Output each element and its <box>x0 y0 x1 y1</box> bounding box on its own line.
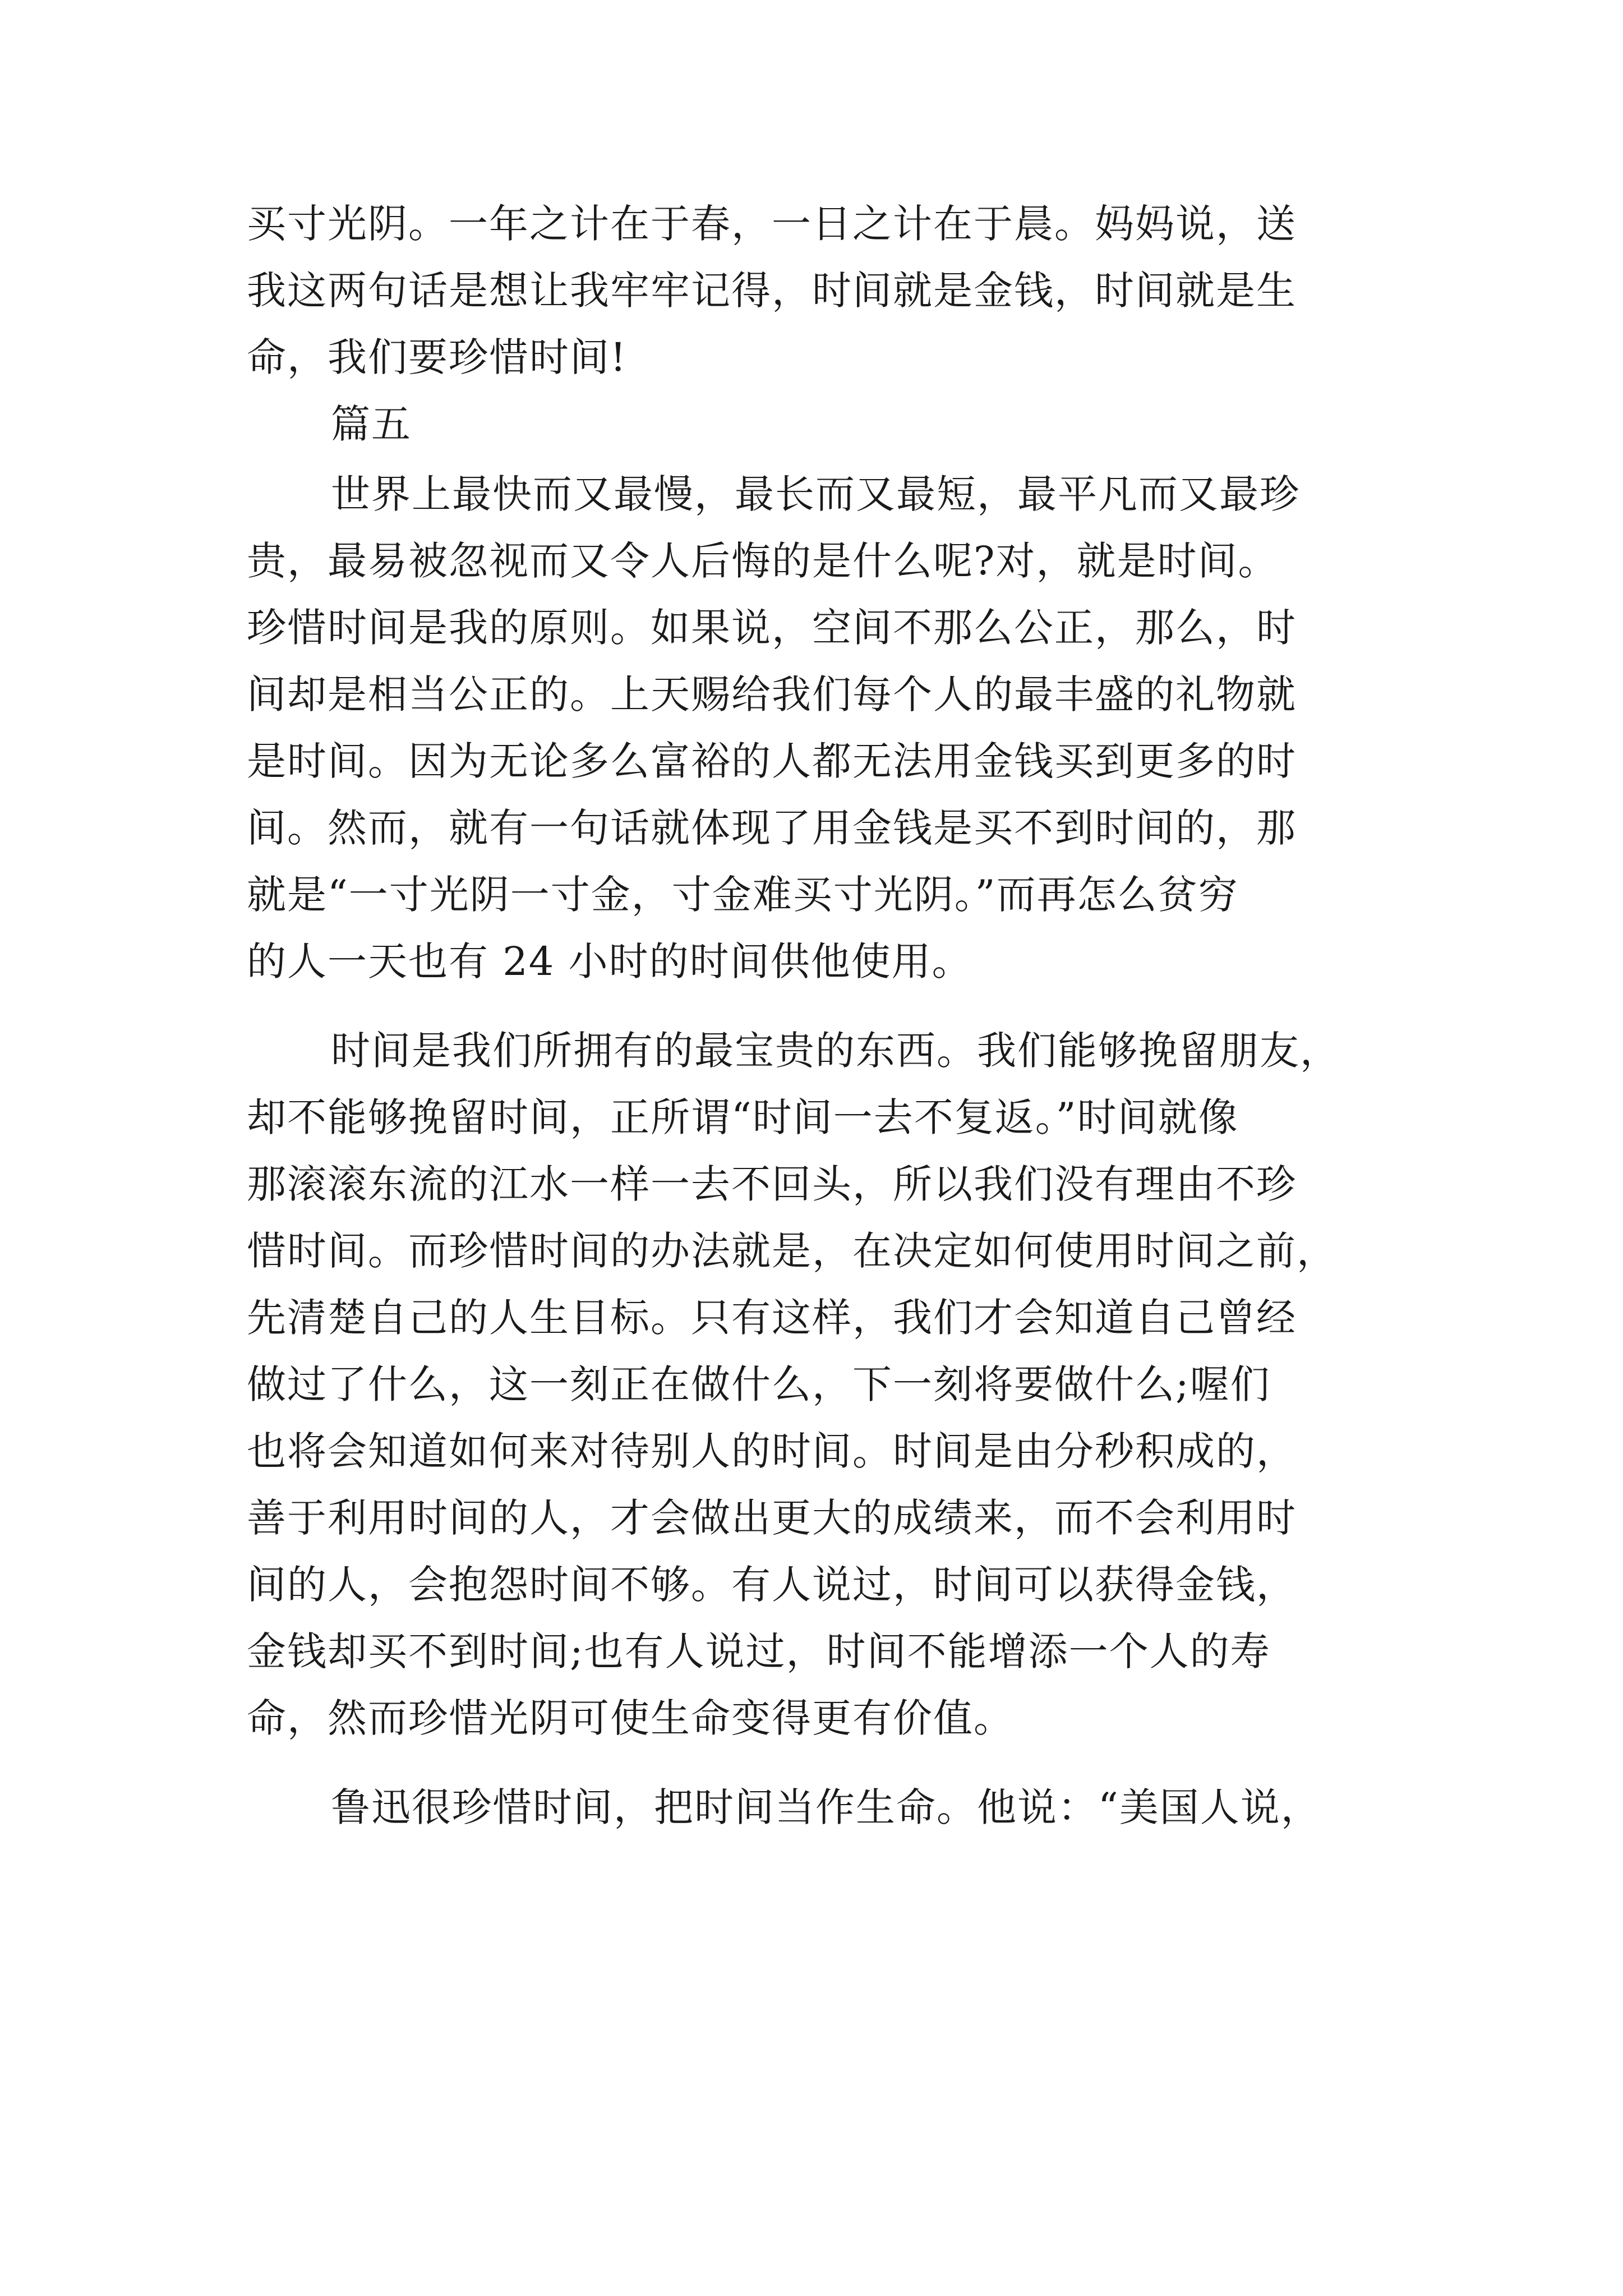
text-line: 却不能够挽留时间，正所谓“时间一去不复返。”时间就像 <box>247 1094 1239 1140</box>
paragraph-first-line: 时间是我们所拥有的最宝贵的东西。我们能够挽留朋友， <box>331 1028 1340 1074</box>
text-line: 间的人，会抱怨时间不够。有人说过，时间可以获得金钱， <box>247 1562 1297 1608</box>
text-line: 的人一天也有 24 小时的时间供他使用。 <box>247 938 972 984</box>
text-line: 善于利用时间的人，才会做出更大的成绩来，而不会利用时 <box>247 1495 1297 1541</box>
text-line: 买寸光阴。一年之计在于春，一日之计在于晨。妈妈说，送 <box>247 201 1297 247</box>
text-line: 先清楚自己的人生目标。只有这样，我们才会知道自己曾经 <box>247 1295 1297 1341</box>
text-line: 命，然而珍惜光阴可使生命变得更有价值。 <box>247 1695 1014 1741</box>
text-line: 命，我们要珍惜时间! <box>247 334 628 380</box>
text-line: 那滚滚东流的江水一样一去不回头，所以我们没有理由不珍 <box>247 1161 1297 1207</box>
text-line: 我这两句话是想让我牢牢记得，时间就是金钱，时间就是生 <box>247 268 1297 314</box>
paragraph-first-line: 世界上最快而又最慢，最长而又最短，最平凡而又最珍 <box>331 471 1300 517</box>
text-line: 间却是相当公正的。上天赐给我们每个人的最丰盛的礼物就 <box>247 671 1297 717</box>
text-line: 是时间。因为无论多么富裕的人都无法用金钱买到更多的时 <box>247 738 1297 784</box>
text-line: 就是“一寸光阴一寸金，寸金难买寸光阴。”而再怎么贫穷 <box>247 872 1239 918</box>
text-line: 惜时间。而珍惜时间的办法就是，在决定如何使用时间之前， <box>247 1228 1337 1274</box>
text-line: 也将会知道如何来对待别人的时间。时间是由分秒积成的， <box>247 1428 1297 1474</box>
text-line: 做过了什么，这一刻正在做什么，下一刻将要做什么;喔们 <box>247 1361 1271 1407</box>
document-body <box>247 191 1436 1841</box>
text-line: 间。然而，就有一句话就体现了用金钱是买不到时间的，那 <box>247 805 1297 851</box>
text-line: 金钱却买不到时间;也有人说过，时间不能增添一个人的寿 <box>247 1628 1271 1674</box>
text-line: 珍惜时间是我的原则。如果说，空间不那么公正，那么，时 <box>247 605 1297 651</box>
text-line: 贵，最易被忽视而又令人后悔的是什么呢?对，就是时间。 <box>247 538 1279 584</box>
paragraph-first-line: 鲁迅很珍惜时间，把时间当作生命。他说：“美国人说， <box>331 1784 1321 1830</box>
section-heading: 篇五 <box>331 401 412 447</box>
